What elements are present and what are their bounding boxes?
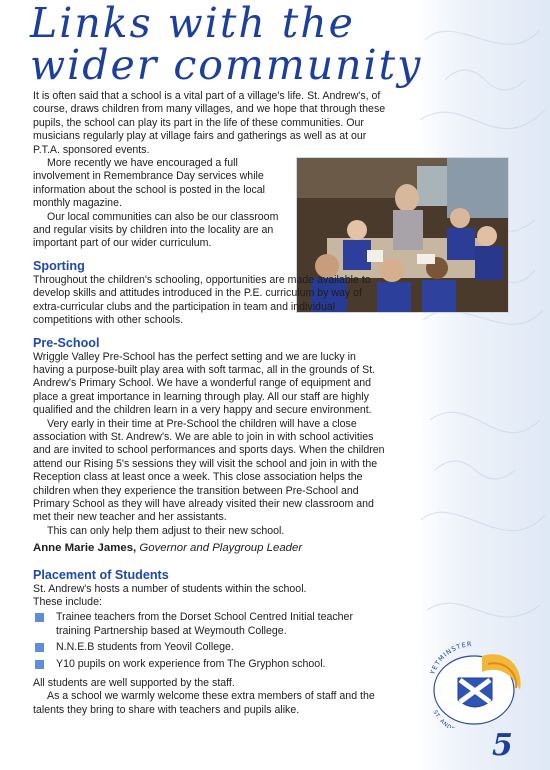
page-title: Links with the wider community	[30, 0, 423, 89]
bullet-square-icon	[35, 643, 44, 652]
placement-intro: St. Andrew's hosts a number of students within the school.	[33, 582, 307, 595]
section-heading-sporting: Sporting	[33, 258, 85, 273]
intro-paragraph: It is often said that a school is a vital part of a village's life. St. Andrew's, of course, draws children from many villages, and we hope that through these pupils, the school can play its part in the life of these communities. Our musicians regularly play at village fairs and gatherings as well as at our P.T.A. sponsored events.	[33, 90, 386, 156]
list-item: N.N.E.B students from Yeovil College.	[33, 641, 386, 654]
page-number: 5	[492, 728, 513, 763]
list-item: Y10 pupils on work experience from The Gryphon school.	[33, 658, 386, 671]
placement-closing: As a school we warmly welcome these extra members of staff and the talents they bring to share with teachers and pupils alike.	[33, 690, 375, 716]
signature	[33, 542, 386, 555]
bullet-square-icon	[35, 613, 44, 622]
signature-role: Governor and Playgroup Leader	[139, 542, 303, 555]
section-heading-preschool: Pre-School	[33, 335, 100, 350]
placement-closing: All students are well supported by the staff.	[33, 677, 235, 690]
intro-paragraph: Our local communities can also be our classroom and regular visits by children into the locality are an important part of our wider curriculum.	[33, 210, 279, 250]
placement-intro-2: These include:	[33, 596, 102, 608]
intro-paragraph: More recently we have encouraged a full involvement in Remembrance Day services while information about the school is posted in the local monthly magazine.	[33, 157, 266, 210]
student-list	[33, 611, 386, 671]
bullet-square-icon	[35, 660, 44, 669]
sporting-text: Throughout the children's schooling, opportunities are made available to develop skills and attitudes introduced in the P.E. curriculum by way of extra-curricular clubs and the participation in team and individual competitions with other schools.	[33, 273, 371, 327]
section-heading-placement: Placement of Students	[33, 567, 169, 582]
list-item: Trainee teachers from the Dorset School Centred Initial teacher training Partnership based at Weymouth College.	[33, 611, 386, 638]
logo-top-text: YETMINSTER	[428, 639, 473, 676]
logo-bottom-text: ST. AND	[431, 709, 453, 728]
school-crest-logo	[422, 638, 526, 728]
main-content	[33, 90, 386, 717]
signature-name: Anne Marie James,	[33, 542, 137, 555]
preschool-paragraph: Wriggle Valley Pre-School has the perfect setting and we are lucky in having a purpose-built play area with soft tarmac, all in the grounds of St. Andrew's Primary School. We have a wonderful range of equipment and place a great importance in learning through play. All our staff are highly qualified and the children learn in a very happy and secure environment.	[33, 350, 376, 417]
preschool-paragraph: This can only help them adjust to their new school.	[47, 524, 285, 537]
preschool-paragraph: Very early in their time at Pre-School the children will have a close association with St. Andrew's. We are able to join in with school activities and are invited to school performances and sports days. When the children attend our Rising 5's sessions they will visit the school and join in with the Reception class at least once a week. This close association helps the children when they experience the transition between Pre-School and Primary School as they will have already visited their new classroom and met their new teacher and her assistants.	[33, 417, 385, 524]
